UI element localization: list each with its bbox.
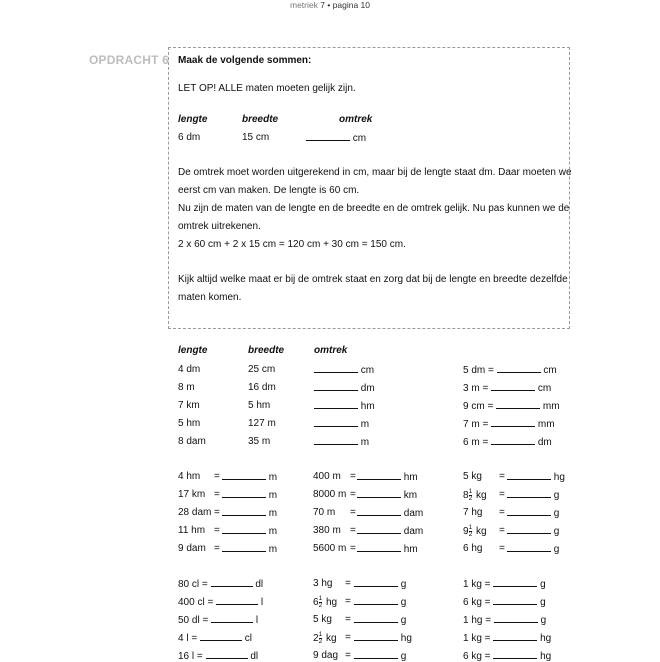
unit-label: m (360, 437, 370, 448)
answer-blank[interactable] (507, 489, 551, 498)
question-text: 4 hm (178, 471, 201, 482)
conversion-row (463, 382, 551, 394)
lengte-value: 8 dam (178, 436, 206, 447)
unit-label: km (403, 490, 418, 501)
unit-label: m (268, 526, 278, 537)
box-paragraph-5: 2 x 60 cm + 2 x 15 cm = 120 cm + 30 cm = 150 cm. (178, 239, 406, 250)
unit-label: dl (255, 579, 264, 590)
equals-sign: = (214, 525, 220, 536)
answer-blank[interactable] (507, 507, 551, 516)
conversion-question (313, 489, 346, 500)
unit-label: mm (537, 419, 555, 430)
conversion-question: 6 m = (463, 437, 489, 448)
perimeter-lengte (178, 418, 200, 429)
header-left: metriek (289, 0, 318, 10)
answer-blank[interactable] (497, 364, 541, 373)
conversion-answer (507, 471, 565, 483)
conversion-question (463, 471, 482, 482)
answer-blank[interactable] (357, 489, 401, 498)
conversion-question (178, 543, 206, 554)
example-answer (306, 132, 366, 144)
answer-blank[interactable] (314, 364, 358, 373)
question-text: 5 kg (463, 471, 482, 482)
conversion-answer (222, 525, 277, 537)
perimeter-breedte (248, 400, 270, 411)
unit-label: l (255, 615, 259, 626)
equals-sign: = (499, 489, 505, 500)
perimeter-answer (314, 364, 374, 376)
answer-blank[interactable] (357, 471, 401, 480)
conversion-question (463, 543, 482, 554)
question-text: 28 dam (178, 507, 212, 518)
answer-blank[interactable] (211, 614, 253, 623)
unit-label: hg (553, 472, 565, 483)
question-text: 400 m (313, 471, 341, 482)
fraction-half: $\frac{1}{2}$ (468, 524, 473, 538)
lengte-value: 4 dm (178, 364, 201, 375)
conversion-answer (222, 471, 277, 483)
box-paragraph-1: De omtrek moet worden uitgerekend in cm, maar bij de lengte staat dm. Daar moeten we (178, 167, 572, 178)
fraction-half: $\frac{1}{2}$ (468, 488, 473, 502)
conversion-question: 9 cm = (463, 401, 494, 412)
table-header-lengte: lengte (178, 345, 208, 356)
answer-blank[interactable] (357, 525, 401, 534)
unit-label: g (553, 490, 560, 501)
unit-label: dm (537, 437, 552, 448)
question-text: 80 cl = (178, 579, 208, 590)
question-text: 17 km (178, 489, 206, 500)
unit-label: hm (403, 544, 418, 555)
answer-blank[interactable] (493, 578, 537, 587)
answer-blank[interactable] (354, 614, 398, 623)
page-header (0, 0, 660, 10)
conversion-row (463, 632, 551, 644)
answer-blank[interactable] (493, 632, 537, 641)
answer-blank[interactable] (222, 543, 266, 552)
equals-sign: = (350, 471, 356, 482)
answer-blank[interactable] (494, 614, 538, 623)
question-text: 400 cl = (178, 597, 214, 608)
unit-label: cm (543, 365, 557, 376)
perimeter-breedte (248, 382, 276, 393)
answer-blank[interactable] (314, 418, 358, 427)
breedte-value: 35 m (248, 436, 271, 447)
answer-blank[interactable] (314, 400, 358, 409)
question-text: 5600 m (313, 543, 347, 554)
conversion-question (463, 507, 482, 518)
answer-blank[interactable] (493, 650, 537, 659)
conversion-question: 7 m = (463, 419, 489, 430)
answer-blank[interactable] (357, 507, 401, 516)
conversion-question (313, 650, 338, 661)
box-header-breedte: breedte (242, 114, 279, 125)
answer-blank[interactable] (222, 471, 266, 480)
equals-sign: = (345, 596, 351, 607)
unit-label: g (540, 615, 547, 626)
answer-blank[interactable] (507, 543, 551, 552)
unit-label: dm (360, 383, 375, 394)
conversion-answer (357, 507, 423, 519)
answer-blank[interactable] (314, 436, 358, 445)
unit-label: cl (244, 633, 252, 644)
answer-blank[interactable] (491, 418, 535, 427)
conversion-row (178, 650, 258, 662)
conversion-question (178, 489, 205, 500)
conversion-answer (354, 632, 412, 644)
lengte-value: 8 m (178, 382, 195, 393)
question-text: 7 hg (463, 507, 483, 518)
conversion-row (463, 418, 555, 430)
perimeter-answer (314, 418, 369, 430)
question-text: 6 kg = (463, 651, 491, 662)
conversion-answer (507, 507, 559, 519)
unit-label: m (360, 419, 370, 430)
answer-blank[interactable] (200, 632, 242, 641)
perimeter-answer (314, 382, 375, 394)
breedte-value: 5 hm (248, 400, 271, 411)
conversion-answer (222, 543, 277, 555)
answer-blank[interactable] (354, 578, 398, 587)
conversion-row (178, 632, 252, 644)
conversion-row (463, 436, 552, 448)
question-text: 16 l = (178, 651, 203, 662)
unit-label: hg (540, 651, 552, 662)
question-text: 380 m (313, 525, 341, 536)
conversion-row (463, 364, 557, 376)
equals-sign: = (214, 489, 220, 500)
equals-sign: = (214, 543, 220, 554)
answer-blank[interactable] (507, 471, 551, 480)
box-paragraph-3: Nu zijn de maten van de lengte en de breedte en de omtrek gelijk. Nu pas kunnen we de (178, 203, 570, 214)
question-text: 1 hg = (463, 615, 492, 626)
question-text: 6 hg (463, 543, 483, 554)
box-header-omtrek: omtrek (339, 114, 373, 125)
unit-label: hm (360, 401, 375, 412)
question-text: 50 dl = (178, 615, 209, 626)
conversion-answer (357, 543, 418, 555)
equals-sign: = (350, 489, 356, 500)
answer-blank[interactable] (357, 543, 401, 552)
perimeter-answer (314, 436, 369, 448)
equals-sign: = (499, 471, 505, 482)
exercise-label: OPDRACHT 6 (89, 53, 170, 67)
unit-label: g (400, 651, 407, 662)
equals-sign: = (350, 525, 356, 536)
question-text: 11 hm (178, 525, 206, 536)
lengte-value: 7 km (178, 400, 200, 411)
equals-sign: = (345, 632, 351, 643)
conversion-row (463, 578, 546, 590)
answer-blank[interactable] (216, 596, 258, 605)
conversion-answer (507, 543, 559, 555)
conversion-question (463, 525, 487, 538)
header-right: 7 • pagina 10 (320, 0, 371, 10)
conversion-question (313, 578, 332, 589)
example-lengte: 6 dm (178, 132, 201, 143)
box-title: Maak de volgende sommen: (178, 55, 312, 66)
conversion-row (178, 578, 263, 590)
question-text: 9 dam (178, 543, 206, 554)
fraction-half: $\frac{1}{2}$ (318, 631, 323, 645)
unit-label: g (400, 597, 407, 608)
perimeter-breedte (248, 436, 270, 447)
answer-blank[interactable] (222, 489, 266, 498)
question-text: 6 kg = (463, 597, 491, 608)
breedte-value: 25 cm (248, 364, 276, 375)
conversion-answer (354, 650, 406, 662)
unit-label: m (268, 490, 278, 501)
equals-sign: = (345, 578, 351, 589)
equals-sign: = (499, 543, 505, 554)
unit-label: cm (360, 365, 375, 376)
question-text: 3 hg (313, 578, 333, 589)
conversion-row (463, 400, 560, 412)
conversion-question (178, 507, 211, 518)
conversion-answer (357, 489, 417, 501)
conversion-question: 5 dm = (463, 365, 494, 376)
example-unit: cm (352, 133, 367, 144)
unit-label: l (260, 597, 264, 608)
unit-label: dam (403, 508, 424, 519)
conversion-question (313, 614, 332, 625)
unit-label: dam (403, 526, 424, 537)
unit-label: dl (250, 651, 259, 662)
equals-sign: = (499, 525, 505, 536)
breedte-value: 16 dm (248, 382, 276, 393)
perimeter-answer (314, 400, 375, 412)
unit-label: hm (403, 472, 418, 483)
box-paragraph-7: maten komen. (178, 292, 242, 303)
conversion-row (178, 596, 263, 608)
conversion-row (178, 614, 258, 626)
question-text: 9 $\frac{1}{2}$ kg (463, 524, 487, 538)
perimeter-breedte (248, 418, 276, 429)
question-text: 6 $\frac{1}{2}$ hg (313, 595, 338, 609)
question-text: 8000 m (313, 489, 347, 500)
example-breedte: 15 cm (242, 132, 270, 143)
answer-blank[interactable] (354, 650, 398, 659)
conversion-question (313, 471, 341, 482)
conversion-answer (507, 489, 559, 501)
equals-sign: = (350, 507, 356, 518)
equals-sign: = (345, 614, 351, 625)
perimeter-lengte (178, 382, 195, 393)
breedte-value: 127 m (248, 418, 276, 429)
conversion-question (313, 632, 337, 645)
conversion-answer (354, 578, 406, 590)
unit-label: m (268, 544, 278, 555)
unit-label: hg (540, 633, 552, 644)
conversion-question (178, 471, 200, 482)
perimeter-lengte (178, 436, 206, 447)
conversion-question (313, 543, 346, 554)
unit-label: mm (542, 401, 560, 412)
conversion-row (463, 596, 546, 608)
conversion-answer (222, 489, 277, 501)
unit-label: g (400, 579, 407, 590)
answer-blank[interactable] (491, 382, 535, 391)
question-text: 9 dag (313, 650, 339, 661)
answer-blank[interactable] (354, 596, 398, 605)
conversion-answer (357, 525, 423, 537)
conversion-question (313, 525, 341, 536)
answer-blank[interactable] (206, 650, 248, 659)
fraction-half: $\frac{1}{2}$ (318, 595, 323, 609)
question-text: 4 l = (178, 633, 198, 644)
conversion-row (463, 614, 546, 626)
answer-blank[interactable] (222, 525, 266, 534)
conversion-question (463, 489, 487, 502)
unit-label: g (553, 544, 560, 555)
question-text: 8 $\frac{1}{2}$ kg (463, 488, 487, 502)
conversion-row (463, 650, 551, 662)
unit-label: g (400, 615, 407, 626)
perimeter-lengte (178, 364, 200, 375)
unit-label: g (553, 508, 560, 519)
conversion-answer (357, 471, 418, 483)
conversion-answer (354, 614, 406, 626)
unit-label: cm (537, 383, 552, 394)
answer-blank[interactable] (222, 507, 266, 516)
equals-sign: = (499, 507, 505, 518)
equals-sign: = (350, 543, 356, 554)
equals-sign: = (214, 507, 220, 518)
answer-blank[interactable] (211, 578, 253, 587)
question-text: 2 $\frac{1}{2}$ kg (313, 631, 337, 645)
answer-blank[interactable] (496, 400, 540, 409)
unit-label: m (268, 508, 278, 519)
box-warning: LET OP! ALLE maten moeten gelijk zijn. (178, 83, 356, 94)
unit-label: m (268, 472, 278, 483)
box-paragraph-6: Kijk altijd welke maat er bij de omtrek staat en zorg dat bij de lengte en breedte dezelfde (178, 274, 568, 285)
conversion-question (313, 596, 337, 609)
perimeter-lengte (178, 400, 200, 411)
box-paragraph-4: omtrek uitrekenen. (178, 221, 261, 232)
perimeter-breedte (248, 364, 275, 375)
conversion-question (178, 525, 205, 536)
table-header-omtrek: omtrek (314, 345, 348, 356)
question-text: 1 kg = (463, 633, 491, 644)
unit-label: hg (400, 633, 412, 644)
box-paragraph-2: eerst cm van maken. De lengte is 60 cm. (178, 185, 360, 196)
answer-blank[interactable] (314, 382, 358, 391)
answer-blank[interactable] (493, 596, 537, 605)
equals-sign: = (345, 650, 351, 661)
conversion-answer (354, 596, 406, 608)
answer-blank[interactable] (354, 632, 398, 641)
unit-label: g (540, 597, 546, 608)
question-text: 5 kg (313, 614, 332, 625)
unit-label: g (553, 526, 560, 537)
question-text: 70 m (313, 507, 336, 518)
equals-sign: = (214, 471, 220, 482)
unit-label: g (540, 579, 546, 590)
conversion-answer (507, 525, 559, 537)
answer-blank[interactable] (507, 525, 551, 534)
conversion-question (313, 507, 335, 518)
question-text: 1 kg = (463, 579, 491, 590)
box-header-lengte: lengte (178, 114, 208, 125)
table-header-breedte: breedte (248, 345, 285, 356)
lengte-value: 5 hm (178, 418, 201, 429)
answer-blank[interactable] (491, 436, 535, 445)
conversion-answer (222, 507, 277, 519)
conversion-question: 3 m = (463, 383, 489, 394)
